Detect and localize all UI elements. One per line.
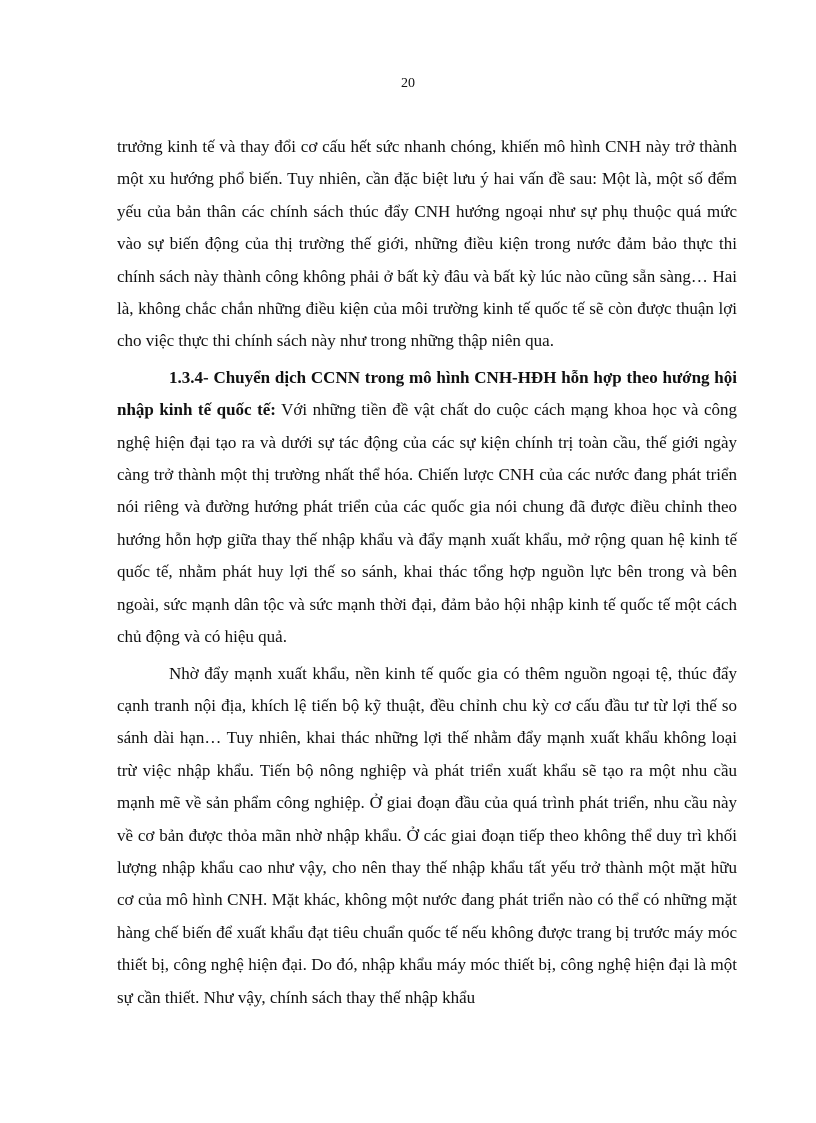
- page-number: 20: [401, 76, 415, 91]
- paragraph-continuation: trưởng kinh tế và thay đổi cơ cấu hết sức nhanh chóng, khiến mô hình CNH này trở thành một xu hướng phổ biến. Tuy nhiên, cần đặc biệt lưu ý hai vấn đề sau: Một là, một số đểm yếu của bản thân các chính sách thúc đẩy CNH hướng ngoại như sự phụ thuộc quá mức vào sự biến động của thị trường thế giới, những điều kiện trong nước đảm bảo thực thi chính sách này thành công không phải ở bất kỳ đâu và bất kỳ lúc nào cũng sẵn sàng… Hai là, không chắc chắn những điều kiện của môi trường kinh tế quốc tế sẽ còn được thuận lợi cho việc thực thi chính sách này như trong những thập niên qua.: [117, 137, 737, 351]
- section-body-text: Với những tiền đề vật chất do cuộc cách mạng khoa học và công nghệ hiện đại tạo ra và dưới sự tác động của các sự kiện chính trị toàn cầu, thế giới ngày càng trở thành một thị trường nhất thể hóa. Chiến lược CNH của các nước đang phát triển nói riêng và đường hướng phát triển của các quốc gia nói chung đã được điều chỉnh theo hướng hỗn hợp giữa thay thế nhập khẩu và đẩy mạnh xuất khẩu, mở rộng quan hệ kinh tế quốc tế, nhằm phát huy lợi thế so sánh, khai thác tổng hợp nguồn lực bên trong và bên ngoài, sức mạnh dân tộc và sức mạnh thời đại, đảm bảo hội nhập kinh tế quốc tế một cách chủ động và có hiệu quả.: [117, 400, 738, 647]
- paragraph-section-1-3-4: [117, 362, 737, 654]
- section-heading: 1.3.4- Chuyển dịch CCNN trong mô hình CNH-HĐH hỗn hợp theo hướng hội nhập kinh tế quốc tế:: [117, 367, 737, 420]
- paragraph-export-import: Nhờ đẩy mạnh xuất khẩu, nền kinh tế quốc gia có thêm nguồn ngoại tệ, thúc đẩy cạnh tranh nội địa, khích lệ tiến bộ kỹ thuật, đều chỉnh chu kỳ cơ cấu đầu tư từ lợi thế so sánh dài hạn… Tuy nhiên, khai thác những lợi thế nhằm đẩy mạnh xuất khẩu không loại trừ việc nhập khẩu. Tiến bộ nông nghiệp và phát triển xuất khẩu sẽ tạo ra một nhu cầu mạnh mẽ về sản phẩm công nghiệp. Ở giai đoạn đầu của quá trình phát triển, nhu cầu này về cơ bản được thỏa mãn nhờ nhập khẩu. Ở các giai đoạn tiếp theo không thể duy trì khối lượng nhập khẩu cao như vậy, cho nên thay thế nhập khẩu tất yếu trở thành một mặt hữu cơ của mô hình CNH. Mặt khác, không một nước đang phát triển nào có thể có những mặt hàng chế biến để xuất khẩu đạt tiêu chuẩn quốc tế nếu không được trang bị trước máy móc thiết bị, công nghệ hiện đại. Do đó, nhập khẩu máy móc thiết bị, công nghệ hiện đại là một sự cần thiết. Như vậy, chính sách thay thế nhập khẩu: [117, 663, 737, 1007]
- body-text: [117, 131, 737, 1018]
